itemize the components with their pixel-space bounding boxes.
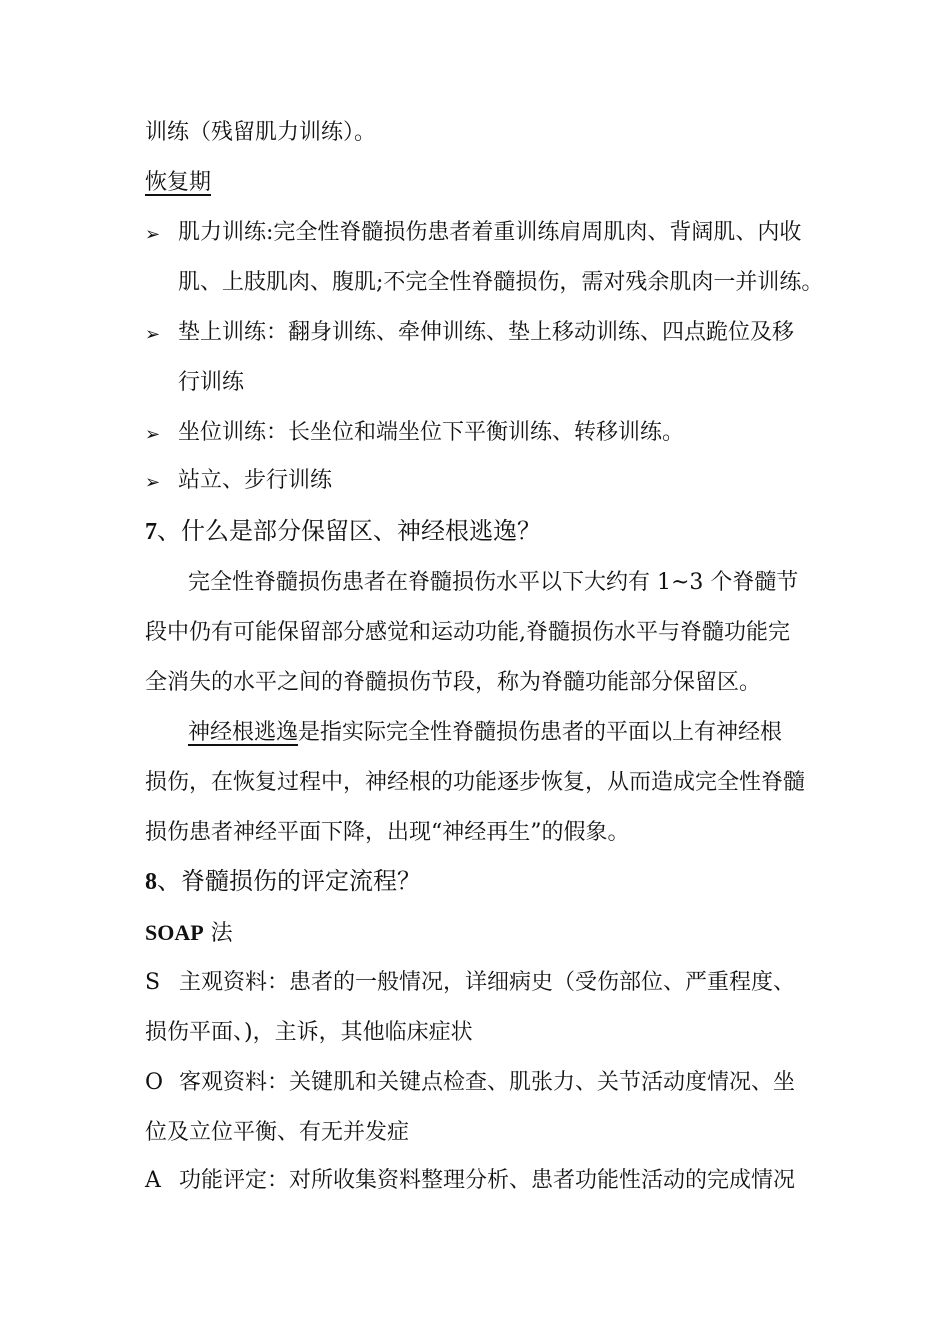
- question-text: 、什么是部分保留区、神经根逃逸？: [157, 517, 541, 545]
- soap-s-line: [145, 968, 795, 998]
- bullet-item-strength: 肌力训练:完全性脊髓损伤患者着重训练肩周肌肉、背阔肌、内收: [178, 220, 802, 245]
- paragraph-text: 是指实际完全性脊髓损伤患者的平面以上有神经根: [298, 720, 783, 745]
- question-7-heading: [145, 516, 541, 547]
- section-heading-recovery: [145, 168, 211, 198]
- soap-a-line: [145, 1166, 795, 1196]
- question-number: 7: [145, 519, 157, 545]
- paragraph-line: 段中仍有可能保留部分感觉和运动功能,脊髓损伤水平与脊髓功能完: [145, 620, 790, 645]
- paragraph-line: 全消失的水平之间的脊髓损伤节段，称为脊髓功能部分保留区。: [145, 670, 762, 695]
- bullet-item-sitting: 坐位训练：长坐位和端坐位下平衡训练、转移训练。: [178, 420, 685, 445]
- paragraph-line: 损伤平面、)，主诉，其他临床症状: [145, 1020, 473, 1045]
- question-8-heading: [145, 866, 421, 897]
- paragraph-line: 位及立位平衡、有无并发症: [145, 1120, 410, 1145]
- recovery-label: 恢复期: [145, 170, 212, 195]
- bullet-item-standing: 站立、步行训练: [178, 468, 333, 493]
- arrowhead-bullet-icon: ➢: [145, 324, 161, 345]
- soap-label: SOAP: [145, 920, 204, 945]
- paragraph-line: 完全性脊髓损伤患者在脊髓损伤水平以下大约有 1~3 个脊髓节: [188, 570, 799, 595]
- question-text: 、脊髓损伤的评定流程？: [157, 867, 421, 895]
- soap-s-label: S: [145, 970, 161, 995]
- soap-o-label: O: [145, 1070, 164, 1095]
- paragraph-line: 损伤患者神经平面下降，出现“神经再生”的假象。: [145, 820, 630, 845]
- soap-a-text: 功能评定：对所收集资料整理分析、患者功能性活动的完成情况: [179, 1168, 796, 1193]
- soap-suffix: 法: [203, 921, 233, 946]
- bullet-item-mat: 垫上训练：翻身训练、牵伸训练、垫上移动训练、四点跪位及移: [178, 320, 795, 345]
- bullet-item-strength-cont: 肌、上肢肌肉、腹肌;不完全性脊髓损伤，需对残余肌肉一并训练。: [178, 270, 824, 295]
- paragraph-line: 训练（残留肌力训练）。: [145, 120, 377, 145]
- soap-s-text: 主观资料：患者的一般情况，详细病史（受伤部位、严重程度、: [179, 970, 796, 995]
- soap-o-text: 客观资料：关键肌和关键点检查、肌张力、关节活动度情况、坐: [179, 1070, 796, 1095]
- arrowhead-bullet-icon: ➢: [145, 224, 161, 245]
- soap-a-label: A: [145, 1168, 161, 1193]
- soap-o-line: [145, 1068, 795, 1098]
- paragraph-line: [188, 718, 782, 748]
- term-nerve-root-escape: 神经根逃逸: [188, 720, 299, 745]
- question-number: 8: [145, 869, 157, 895]
- arrowhead-bullet-icon: ➢: [145, 424, 161, 445]
- soap-heading: [145, 918, 233, 949]
- bullet-item-mat-cont: 行训练: [178, 370, 245, 395]
- arrowhead-bullet-icon: ➢: [145, 472, 161, 493]
- paragraph-line: 损伤，在恢复过程中，神经根的功能逐步恢复，从而造成完全性脊髓: [145, 770, 806, 795]
